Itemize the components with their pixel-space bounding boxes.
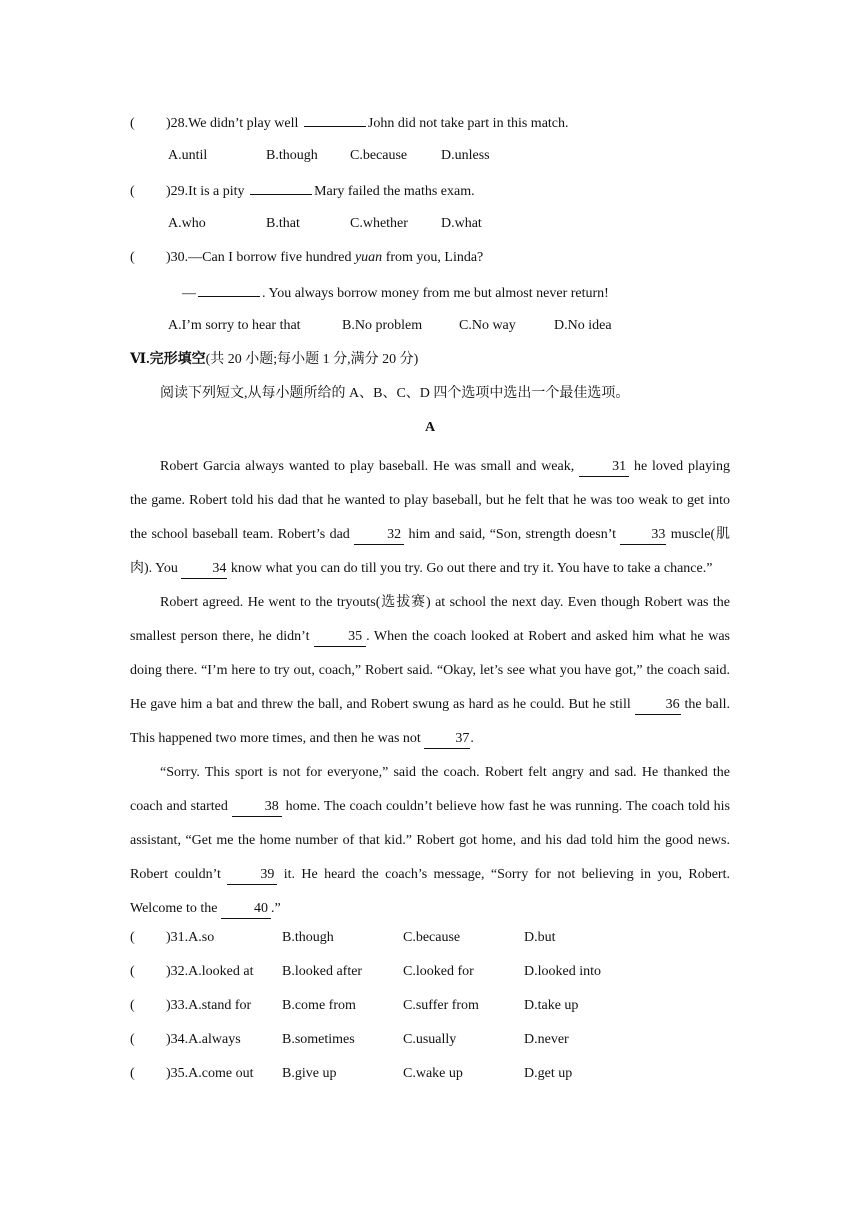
option-d: D.looked into — [524, 964, 601, 979]
option-d: D.what — [441, 216, 482, 231]
passage-text: know what you can do till you try. Go out there and try it. You have to take a chance.” — [227, 561, 713, 576]
blank-31: 31 — [579, 458, 629, 477]
blank-32: 32 — [354, 526, 404, 545]
answer-row-33 — [130, 994, 730, 1028]
answer-paren: ( — [130, 930, 135, 945]
option-a-text: A.come out — [188, 1066, 254, 1081]
question-text-before: We didn’t play well — [188, 116, 302, 131]
option-b: B.No problem — [342, 318, 423, 333]
option-c: C.whether — [350, 216, 408, 231]
option-c: C.because — [403, 930, 461, 945]
option-a: A.who — [168, 216, 206, 231]
option-a — [166, 994, 282, 1018]
option-a: A.until — [168, 148, 208, 163]
answer-paren: ( — [130, 964, 135, 979]
option-b: B.that — [266, 216, 300, 231]
reply-text: . You always borrow money from me but almost never return! — [262, 286, 609, 301]
option-a — [166, 1062, 282, 1086]
option-b: B.sometimes — [282, 1032, 355, 1047]
passage-paragraph-2 — [130, 586, 730, 756]
question-29-options — [130, 212, 730, 246]
option-c: C.No way — [459, 318, 516, 333]
question-number: )33. — [166, 998, 189, 1013]
question-28 — [130, 110, 730, 144]
question-30-options — [130, 314, 730, 348]
option-a-text: A.looked at — [188, 964, 254, 979]
exam-page — [130, 110, 730, 1096]
answer-paren: ( — [130, 184, 135, 199]
section-title: Ⅵ.完形填空 — [130, 352, 206, 367]
blank-36: 36 — [635, 696, 681, 715]
question-30-reply — [130, 280, 730, 314]
option-a-text: A.always — [188, 1032, 241, 1047]
option-d: D.never — [524, 1032, 569, 1047]
question-text-after: Mary failed the maths exam. — [314, 184, 475, 199]
passage-text: home. The coach couldn’t believe how fast he was running. The coach told his assistant, “Get me the home number of that kid.” Robert got home, and his dad told him the good news. Robert couldn’t — [130, 799, 730, 882]
blank-38: 38 — [232, 798, 282, 817]
question-number: )32. — [166, 964, 189, 979]
italic-word: yuan — [354, 250, 383, 265]
question-number: )34. — [166, 1032, 189, 1047]
option-a — [166, 960, 282, 984]
question-text-before: It is a pity — [188, 184, 249, 199]
option-a-text: A.stand for — [188, 998, 252, 1013]
blank-line — [250, 178, 312, 195]
answer-paren: ( — [130, 998, 135, 1013]
question-number: )35. — [166, 1066, 189, 1081]
passage-text: the ball. This happened two more times, and then he was not — [130, 697, 730, 746]
blank-35: 35 — [314, 628, 366, 647]
passage-text: . — [470, 731, 474, 746]
blank-33: 33 — [620, 526, 666, 545]
passage-paragraph-3 — [130, 756, 730, 926]
option-c: C.usually — [403, 1032, 457, 1047]
question-text-after: John did not take part in this match. — [367, 116, 569, 131]
blank-34: 34 — [181, 560, 227, 579]
passage-text: muscle(肌肉). You — [130, 527, 730, 576]
section-instruction: 阅读下列短文,从每小题所给的 A、B、C、D 四个选项中选出一个最佳选项。 — [160, 386, 630, 401]
answer-row-34 — [130, 1028, 730, 1062]
option-c: C.because — [350, 148, 408, 163]
option-d: D.take up — [524, 998, 579, 1013]
option-d: D.unless — [441, 148, 490, 163]
section-heading — [130, 348, 730, 382]
option-c: C.wake up — [403, 1066, 463, 1081]
passage-text: .” — [271, 901, 281, 916]
dash: — — [182, 286, 196, 301]
blank-line — [198, 280, 260, 297]
question-number: )30. — [166, 250, 189, 265]
answer-paren: ( — [130, 116, 135, 131]
question-number: )31. — [166, 930, 189, 945]
blank-40: 40 — [221, 900, 271, 919]
passage-text: it. He heard the coach’s message, “Sorry for not believing in you, Robert. Welcome to the — [130, 867, 730, 916]
blank-37: 37 — [424, 730, 470, 749]
answer-paren: ( — [130, 1032, 135, 1047]
passage-text: . When the coach looked at Robert and asked him what he was doing there. “I’m here to try out, coach,” Robert said. “Okay, let’s see what you have got,” the coach said. He gave him a bat and threw the ball, and Robert swung as hard as he could. But he still — [130, 629, 730, 712]
option-b: B.though — [266, 148, 318, 163]
question-29 — [130, 178, 730, 212]
passage-text: “Sorry. This sport is not for everyone,” said the coach. Robert felt angry and sad. He thanked the coach and started — [130, 765, 730, 814]
option-a: A.I’m sorry to hear that — [168, 318, 301, 333]
passage-text: Robert agreed. He went to the tryouts(选拔赛) at school the next day. Even though Robert was the smallest person there, he didn’t — [130, 595, 730, 644]
option-c: C.looked for — [403, 964, 474, 979]
question-text-after: from you, Linda? — [382, 250, 484, 265]
question-number: )29. — [166, 184, 189, 199]
question-28-options — [130, 144, 730, 178]
section-note: (共 20 小题;每小题 1 分,满分 20 分) — [205, 352, 419, 367]
passage-paragraph-1 — [130, 450, 730, 586]
option-c: C.suffer from — [403, 998, 479, 1013]
option-b: B.come from — [282, 998, 356, 1013]
option-a — [166, 926, 282, 950]
option-d: D.but — [524, 930, 556, 945]
option-a — [166, 1028, 282, 1052]
answer-row-31 — [130, 926, 730, 960]
option-b: B.though — [282, 930, 334, 945]
passage-text: Robert Garcia always wanted to play baseball. He was small and weak, — [160, 459, 580, 474]
passage-text: him and said, “Son, strength doesn’t — [404, 527, 621, 542]
blank-line — [304, 110, 366, 127]
option-a-text: A.so — [188, 930, 215, 945]
option-d: D.get up — [524, 1066, 573, 1081]
answer-paren: ( — [130, 1066, 135, 1081]
answer-row-32 — [130, 960, 730, 994]
answer-row-35 — [130, 1062, 730, 1096]
passage-text: he loved playing the game. Robert told his dad that he wanted to play baseball, but he felt that he was too weak to get into the school baseball team. Robert’s dad — [130, 459, 730, 542]
option-b: B.give up — [282, 1066, 337, 1081]
question-number: )28. — [166, 116, 189, 131]
option-d: D.No idea — [554, 318, 612, 333]
question-30 — [130, 246, 730, 280]
option-b: B.looked after — [282, 964, 363, 979]
answer-paren: ( — [130, 250, 135, 265]
blank-39: 39 — [227, 866, 277, 885]
passage-label: A — [424, 420, 436, 435]
question-text-before: —Can I borrow five hundred — [188, 250, 355, 265]
